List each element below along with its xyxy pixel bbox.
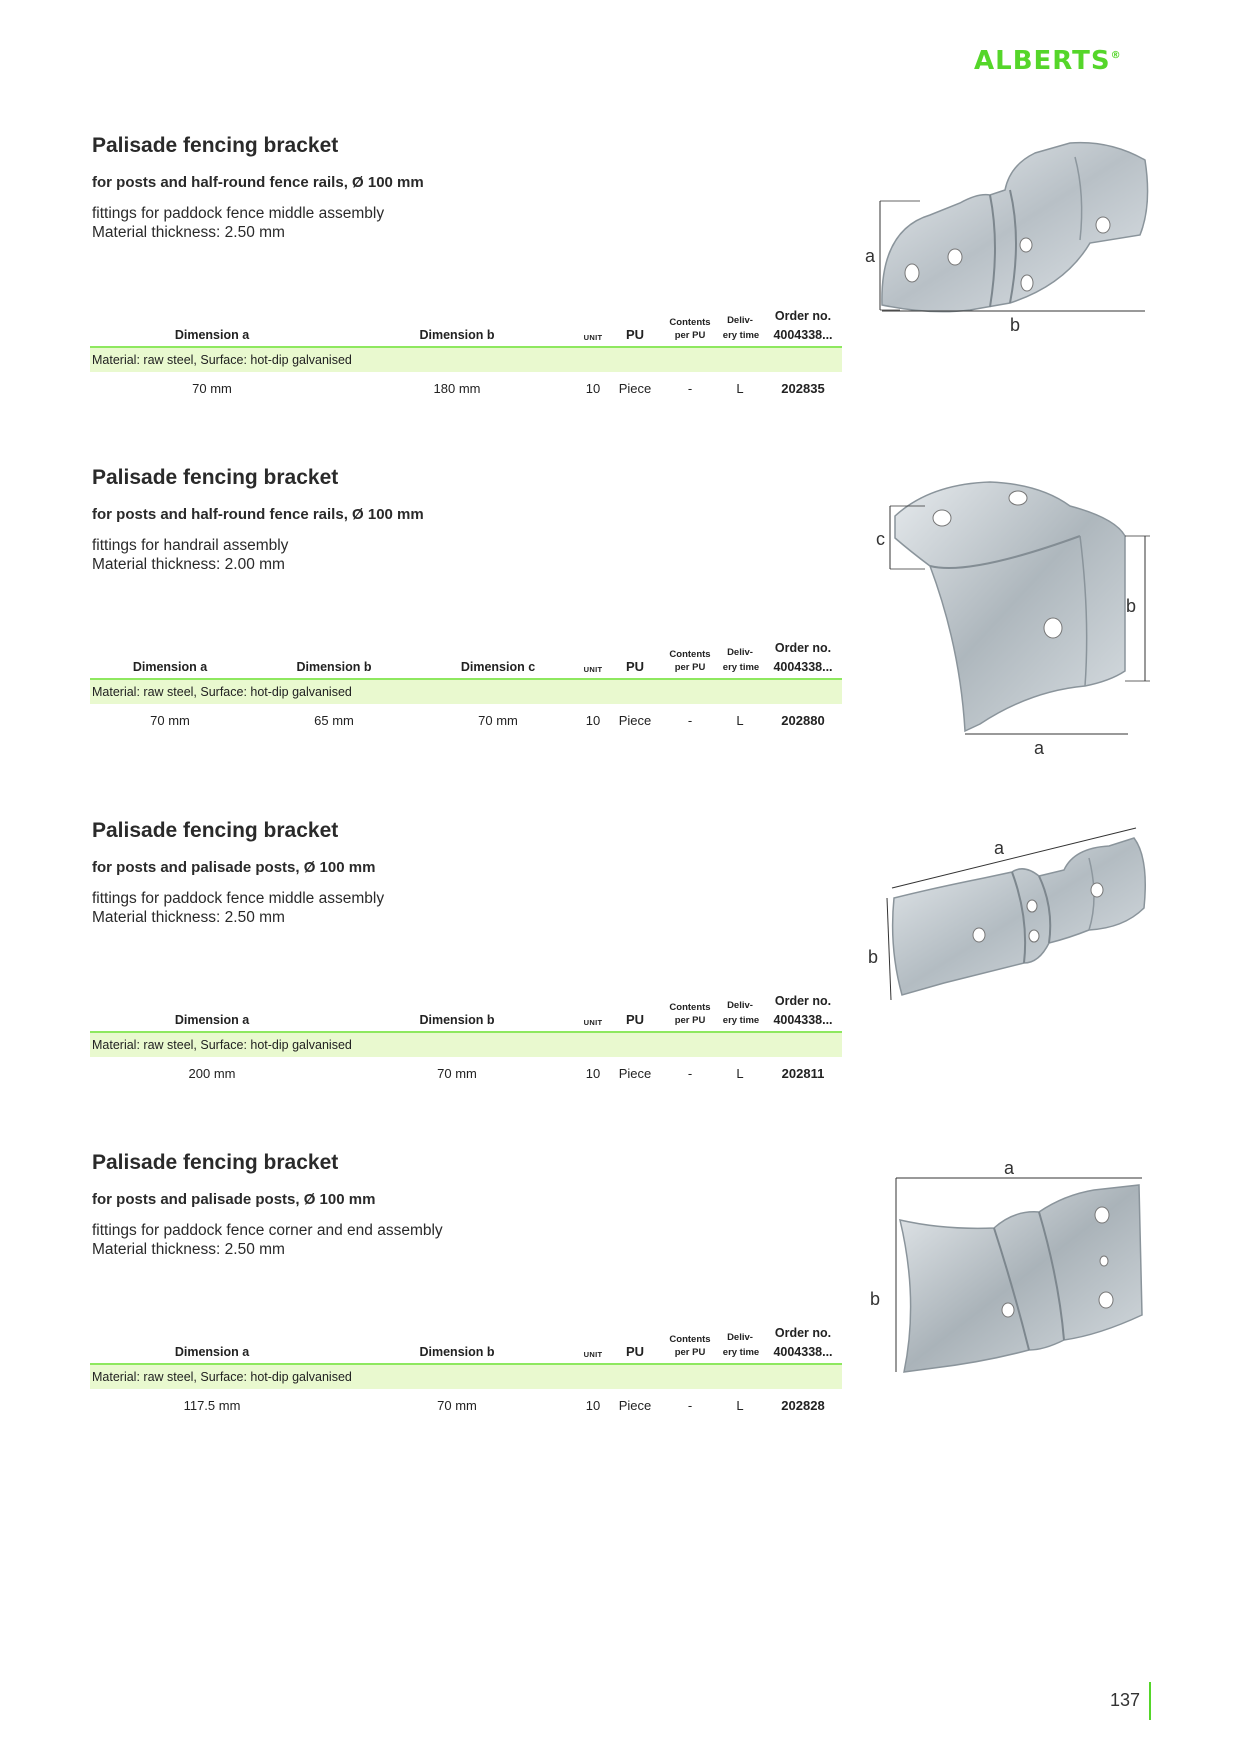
value-contents: - bbox=[687, 1066, 693, 1081]
value-pu: Piece bbox=[618, 1066, 652, 1081]
product-thickness: Material thickness: 2.50 mm bbox=[92, 1241, 285, 1258]
header-delivery: Deliv- bbox=[727, 1000, 753, 1011]
header-contents: Contents bbox=[669, 1334, 711, 1345]
header-delivery: Deliv- bbox=[727, 1332, 753, 1343]
product-description: fittings for paddock fence middle assembly bbox=[92, 890, 385, 907]
header-pu: PU bbox=[625, 1344, 645, 1359]
dimension-label-a: a bbox=[1034, 738, 1045, 756]
header-contents: Contents bbox=[669, 649, 711, 660]
page-number: 137 bbox=[1110, 1690, 1141, 1710]
product-thickness: Material thickness: 2.50 mm bbox=[92, 224, 285, 241]
header-delivery-time: ery time bbox=[722, 1347, 760, 1358]
product-title: Palisade fencing bracket bbox=[92, 466, 339, 489]
dimension-label-a: a bbox=[994, 838, 1005, 858]
value-contents: - bbox=[687, 1398, 693, 1413]
value-unit: 10 bbox=[585, 1398, 601, 1413]
header-order-prefix: 4004338... bbox=[773, 1013, 833, 1027]
product-thickness: Material thickness: 2.50 mm bbox=[92, 909, 285, 926]
header-contents: Contents bbox=[669, 317, 711, 328]
value-dimension-a: 200 mm bbox=[188, 1066, 236, 1081]
value-dimension-b: 65 mm bbox=[314, 713, 354, 728]
material-row: Material: raw steel, Surface: hot-dip galvanised bbox=[90, 348, 842, 372]
product-description: fittings for handrail assembly bbox=[92, 537, 289, 554]
value-dimension-c: 70 mm bbox=[478, 713, 518, 728]
dimension-label-b: b bbox=[868, 947, 879, 967]
header-dimension-a: Dimension a bbox=[132, 660, 208, 674]
value-pu: Piece bbox=[618, 381, 652, 396]
material-row: Material: raw steel, Surface: hot-dip galvanised bbox=[90, 680, 842, 704]
value-dimension-a: 117.5 mm bbox=[183, 1398, 241, 1413]
header-pu: PU bbox=[625, 1012, 645, 1027]
header-delivery-time: ery time bbox=[722, 662, 760, 673]
dimension-label-a: a bbox=[1004, 1158, 1015, 1178]
value-order-no: 202880 bbox=[781, 713, 825, 728]
header-unit: UNIT bbox=[583, 665, 603, 674]
header-unit: UNIT bbox=[583, 1018, 603, 1027]
product-subtitle: for posts and palisade posts, Ø 100 mm bbox=[92, 859, 376, 876]
product-title: Palisade fencing bracket bbox=[92, 1151, 339, 1174]
value-order-no: 202811 bbox=[781, 1066, 825, 1081]
product-thickness: Material thickness: 2.00 mm bbox=[92, 556, 285, 573]
value-delivery: L bbox=[736, 713, 744, 728]
value-order-no: 202835 bbox=[781, 381, 825, 396]
product-description: fittings for paddock fence middle assembly bbox=[92, 205, 385, 222]
header-contents-per-pu: per PU bbox=[674, 330, 706, 341]
header-order-prefix: 4004338... bbox=[773, 660, 833, 674]
value-pu: Piece bbox=[618, 713, 652, 728]
header-delivery: Deliv- bbox=[727, 315, 753, 326]
product-subtitle: for posts and half-round fence rails, Ø 100 mm bbox=[92, 506, 424, 523]
header-dimension-b: Dimension b bbox=[419, 1345, 495, 1359]
header-contents-per-pu: per PU bbox=[674, 1015, 706, 1026]
bracket-image-2 bbox=[870, 476, 1170, 756]
value-dimension-a: 70 mm bbox=[150, 713, 190, 728]
header-pu: PU bbox=[625, 327, 645, 342]
header-dimension-a: Dimension a bbox=[174, 1013, 250, 1027]
header-order-no: Order no. bbox=[774, 994, 832, 1008]
value-unit: 10 bbox=[585, 381, 601, 396]
dimension-label-b: b bbox=[870, 1289, 881, 1309]
product-subtitle: for posts and half-round fence rails, Ø 100 mm bbox=[92, 174, 424, 191]
value-delivery: L bbox=[736, 1398, 744, 1413]
header-delivery-time: ery time bbox=[722, 330, 760, 341]
header-dimension-b: Dimension b bbox=[296, 660, 372, 674]
value-contents: - bbox=[687, 381, 693, 396]
bracket-image-1 bbox=[860, 135, 1160, 335]
header-dimension-a: Dimension a bbox=[174, 1345, 250, 1359]
product-description: fittings for paddock fence corner and end assembly bbox=[92, 1222, 443, 1239]
page-number-divider bbox=[1149, 1682, 1151, 1720]
header-unit: UNIT bbox=[583, 1350, 603, 1359]
value-dimension-b: 70 mm bbox=[437, 1066, 477, 1081]
header-order-prefix: 4004338... bbox=[773, 1345, 833, 1359]
header-unit: UNIT bbox=[583, 333, 603, 342]
header-order-no: Order no. bbox=[774, 641, 832, 655]
bracket-image-4 bbox=[864, 1150, 1164, 1380]
product-table bbox=[90, 134, 842, 396]
product-title: Palisade fencing bracket bbox=[92, 819, 339, 842]
header-pu: PU bbox=[625, 659, 645, 674]
header-dimension-b: Dimension b bbox=[419, 328, 495, 342]
value-contents: - bbox=[687, 713, 693, 728]
header-contents-per-pu: per PU bbox=[674, 662, 706, 673]
value-unit: 10 bbox=[585, 713, 601, 728]
product-table bbox=[90, 1151, 842, 1413]
dimension-label-c: c bbox=[876, 529, 885, 549]
bracket-image-3 bbox=[864, 818, 1164, 1018]
header-dimension-c: Dimension c bbox=[460, 660, 536, 674]
value-pu: Piece bbox=[618, 1398, 652, 1413]
value-delivery: L bbox=[736, 381, 744, 396]
product-table bbox=[90, 819, 842, 1081]
value-dimension-a: 70 mm bbox=[192, 381, 232, 396]
material-row: Material: raw steel, Surface: hot-dip galvanised bbox=[90, 1365, 842, 1389]
product-subtitle: for posts and palisade posts, Ø 100 mm bbox=[92, 1191, 376, 1208]
value-order-no: 202828 bbox=[781, 1398, 825, 1413]
header-order-no: Order no. bbox=[774, 1326, 832, 1340]
dimension-label-b: b bbox=[1126, 596, 1137, 616]
value-dimension-b: 70 mm bbox=[437, 1398, 477, 1413]
header-delivery-time: ery time bbox=[722, 1015, 760, 1026]
material-row: Material: raw steel, Surface: hot-dip galvanised bbox=[90, 1033, 842, 1057]
header-delivery: Deliv- bbox=[727, 647, 753, 658]
brand-logo: ALBERTS® bbox=[974, 46, 1122, 76]
dimension-label-b: b bbox=[1010, 315, 1021, 335]
dimension-label-a: a bbox=[865, 246, 876, 266]
product-title: Palisade fencing bracket bbox=[92, 134, 339, 157]
value-unit: 10 bbox=[585, 1066, 601, 1081]
header-order-no: Order no. bbox=[774, 309, 832, 323]
header-contents: Contents bbox=[669, 1002, 711, 1013]
header-contents-per-pu: per PU bbox=[674, 1347, 706, 1358]
header-order-prefix: 4004338... bbox=[773, 328, 833, 342]
product-table bbox=[90, 466, 842, 728]
value-dimension-b: 180 mm bbox=[433, 381, 481, 396]
value-delivery: L bbox=[736, 1066, 744, 1081]
header-dimension-a: Dimension a bbox=[174, 328, 250, 342]
header-dimension-b: Dimension b bbox=[419, 1013, 495, 1027]
